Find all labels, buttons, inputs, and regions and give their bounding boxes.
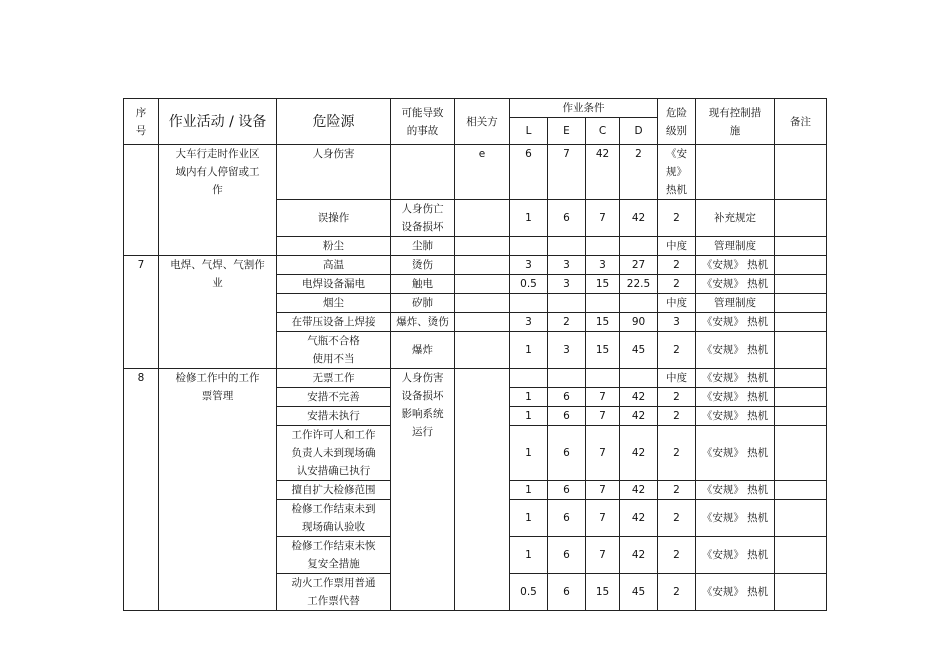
level-cell: 2 <box>658 537 696 574</box>
remark-cell <box>775 426 827 481</box>
accident-cell: 尘肺 <box>391 237 455 256</box>
remark-cell <box>775 481 827 500</box>
value-D: 42 <box>620 407 658 426</box>
row-number: 8 <box>124 369 159 611</box>
value-E: 7 <box>548 145 586 200</box>
level-cell: 2 <box>658 200 696 237</box>
header-remark: 备注 <box>775 99 827 145</box>
remark-cell <box>775 332 827 369</box>
level-cell: 3 <box>658 313 696 332</box>
level-cell: 2 <box>658 256 696 275</box>
remark-cell <box>775 407 827 426</box>
remark-cell <box>775 537 827 574</box>
value-E: 6 <box>548 500 586 537</box>
remark-cell <box>775 388 827 407</box>
hazard-cell: 安措未执行 <box>277 407 391 426</box>
value-E: 6 <box>548 426 586 481</box>
value-L: 1 <box>510 200 548 237</box>
level-cell: 2 <box>658 332 696 369</box>
value-E <box>548 237 586 256</box>
value-D: 2 <box>620 145 658 200</box>
remark-cell <box>775 574 827 611</box>
value-L: 1 <box>510 388 548 407</box>
header-control: 现有控制措 施 <box>696 99 775 145</box>
level-cell: 2 <box>658 481 696 500</box>
level-cell: 2 <box>658 426 696 481</box>
value-L <box>510 294 548 313</box>
header-E: E <box>548 118 586 145</box>
level-cell: 2 <box>658 407 696 426</box>
value-D <box>620 237 658 256</box>
table-body <box>124 145 827 611</box>
value-E: 2 <box>548 313 586 332</box>
control-cell: 管理制度 <box>696 237 775 256</box>
value-C <box>586 369 620 388</box>
accident-cell: 爆炸 <box>391 332 455 369</box>
party-cell: e <box>455 145 510 200</box>
control-cell: 《安规》 热机 <box>696 481 775 500</box>
level-cell: 中度 <box>658 237 696 256</box>
value-C: 15 <box>586 313 620 332</box>
accident-cell: 烫伤 <box>391 256 455 275</box>
control-cell: 补充规定 <box>696 200 775 237</box>
level-cell: 2 <box>658 500 696 537</box>
value-L: 1 <box>510 481 548 500</box>
value-L: 3 <box>510 256 548 275</box>
hazard-cell: 人身伤害 <box>277 145 391 200</box>
party-cell <box>455 237 510 256</box>
value-C: 15 <box>586 332 620 369</box>
value-E: 3 <box>548 256 586 275</box>
party-cell <box>455 256 510 275</box>
level-cell: 2 <box>658 275 696 294</box>
control-cell: 《安规》 热机 <box>696 332 775 369</box>
value-L <box>510 237 548 256</box>
row-number <box>124 145 159 256</box>
risk-assessment-table <box>123 98 827 611</box>
accident-cell: 触电 <box>391 275 455 294</box>
hazard-cell: 工作许可人和工作 负责人未到现场确 认安措确已执行 <box>277 426 391 481</box>
value-E: 6 <box>548 388 586 407</box>
value-D: 90 <box>620 313 658 332</box>
hazard-cell: 擅自扩大检修范围 <box>277 481 391 500</box>
accident-cell: 矽肺 <box>391 294 455 313</box>
value-L: 1 <box>510 407 548 426</box>
control-cell: 《安规》 热机 <box>696 369 775 388</box>
value-D: 42 <box>620 200 658 237</box>
level-cell: 中度 <box>658 294 696 313</box>
party-cell <box>455 313 510 332</box>
header-hazard: 危险源 <box>277 99 391 145</box>
hazard-cell: 检修工作结束未到 现场确认验收 <box>277 500 391 537</box>
value-D: 27 <box>620 256 658 275</box>
value-D: 42 <box>620 481 658 500</box>
header-C: C <box>586 118 620 145</box>
value-D: 42 <box>620 537 658 574</box>
value-C: 7 <box>586 407 620 426</box>
hazard-cell: 气瓶不合格 使用不当 <box>277 332 391 369</box>
control-cell: 《安规》 热机 <box>696 275 775 294</box>
header-L: L <box>510 118 548 145</box>
hazard-cell: 在带压设备上焊接 <box>277 313 391 332</box>
party-cell <box>455 275 510 294</box>
value-L: 0.5 <box>510 275 548 294</box>
value-E: 6 <box>548 407 586 426</box>
accident-cell: 人身伤害 设备损坏 影响系统 运行 <box>391 369 455 611</box>
value-L: 3 <box>510 313 548 332</box>
value-L: 6 <box>510 145 548 200</box>
activity-cell: 大车行走时作业区 域内有人停留或工 作 <box>159 145 277 256</box>
remark-cell <box>775 500 827 537</box>
hazard-cell: 误操作 <box>277 200 391 237</box>
value-C: 7 <box>586 537 620 574</box>
remark-cell <box>775 275 827 294</box>
activity-cell: 电焊、气焊、气割作 业 <box>159 256 277 369</box>
header-D: D <box>620 118 658 145</box>
control-cell: 《安规》 热机 <box>696 500 775 537</box>
party-cell <box>455 369 510 611</box>
value-D: 45 <box>620 574 658 611</box>
party-cell <box>455 200 510 237</box>
header-no: 序 号 <box>124 99 159 145</box>
value-D: 42 <box>620 426 658 481</box>
remark-cell <box>775 256 827 275</box>
table-row <box>124 145 827 200</box>
header-party: 相关方 <box>455 99 510 145</box>
hazard-cell: 安措不完善 <box>277 388 391 407</box>
remark-cell <box>775 313 827 332</box>
remark-cell <box>775 294 827 313</box>
value-E <box>548 369 586 388</box>
accident-cell <box>391 145 455 200</box>
level-cell: 2 <box>658 388 696 407</box>
value-C <box>586 237 620 256</box>
remark-cell <box>775 200 827 237</box>
control-cell: 《安规》 热机 <box>696 313 775 332</box>
value-D: 45 <box>620 332 658 369</box>
table-row <box>124 256 827 275</box>
value-C: 3 <box>586 256 620 275</box>
hazard-cell: 电焊设备漏电 <box>277 275 391 294</box>
value-C: 7 <box>586 500 620 537</box>
value-L: 1 <box>510 426 548 481</box>
header-level: 危险 级别 <box>658 99 696 145</box>
value-D: 42 <box>620 500 658 537</box>
hazard-cell: 高温 <box>277 256 391 275</box>
hazard-cell: 动火工作票用普通 工作票代替 <box>277 574 391 611</box>
control-cell: 《安规》 热机 <box>696 256 775 275</box>
value-C: 7 <box>586 481 620 500</box>
control-cell <box>696 145 775 200</box>
value-E: 6 <box>548 200 586 237</box>
hazard-cell: 烟尘 <box>277 294 391 313</box>
value-E: 6 <box>548 481 586 500</box>
value-C: 15 <box>586 574 620 611</box>
value-C: 7 <box>586 388 620 407</box>
level-cell: 中度 <box>658 369 696 388</box>
control-cell: 《安规》 热机 <box>696 426 775 481</box>
value-E: 6 <box>548 574 586 611</box>
value-C <box>586 294 620 313</box>
level-cell: 《安 规》 热机 <box>658 145 696 200</box>
value-L <box>510 369 548 388</box>
accident-cell: 爆炸、烫伤 <box>391 313 455 332</box>
value-L: 1 <box>510 332 548 369</box>
value-C: 7 <box>586 200 620 237</box>
control-cell: 《安规》 热机 <box>696 574 775 611</box>
remark-cell <box>775 237 827 256</box>
hazard-cell: 粉尘 <box>277 237 391 256</box>
row-number: 7 <box>124 256 159 369</box>
control-cell: 《安规》 热机 <box>696 388 775 407</box>
value-C: 7 <box>586 426 620 481</box>
value-D <box>620 294 658 313</box>
header-activity: 作业活动 / 设备 <box>159 99 277 145</box>
remark-cell <box>775 369 827 388</box>
control-cell: 《安规》 热机 <box>696 407 775 426</box>
value-L: 0.5 <box>510 574 548 611</box>
accident-cell: 人身伤亡 设备损坏 <box>391 200 455 237</box>
value-D: 42 <box>620 388 658 407</box>
header-conditions: 作业条件 <box>510 99 658 118</box>
value-C: 15 <box>586 275 620 294</box>
value-L: 1 <box>510 537 548 574</box>
control-cell: 《安规》 热机 <box>696 537 775 574</box>
value-D <box>620 369 658 388</box>
value-E: 6 <box>548 537 586 574</box>
value-E <box>548 294 586 313</box>
party-cell <box>455 332 510 369</box>
value-E: 3 <box>548 275 586 294</box>
control-cell: 管理制度 <box>696 294 775 313</box>
value-C: 42 <box>586 145 620 200</box>
header-accident: 可能导致 的事故 <box>391 99 455 145</box>
value-L: 1 <box>510 500 548 537</box>
remark-cell <box>775 145 827 200</box>
party-cell <box>455 294 510 313</box>
value-D: 22.5 <box>620 275 658 294</box>
hazard-cell: 检修工作结束未恢 复安全措施 <box>277 537 391 574</box>
value-E: 3 <box>548 332 586 369</box>
activity-cell: 检修工作中的工作 票管理 <box>159 369 277 611</box>
table-row <box>124 369 827 388</box>
level-cell: 2 <box>658 574 696 611</box>
hazard-cell: 无票工作 <box>277 369 391 388</box>
